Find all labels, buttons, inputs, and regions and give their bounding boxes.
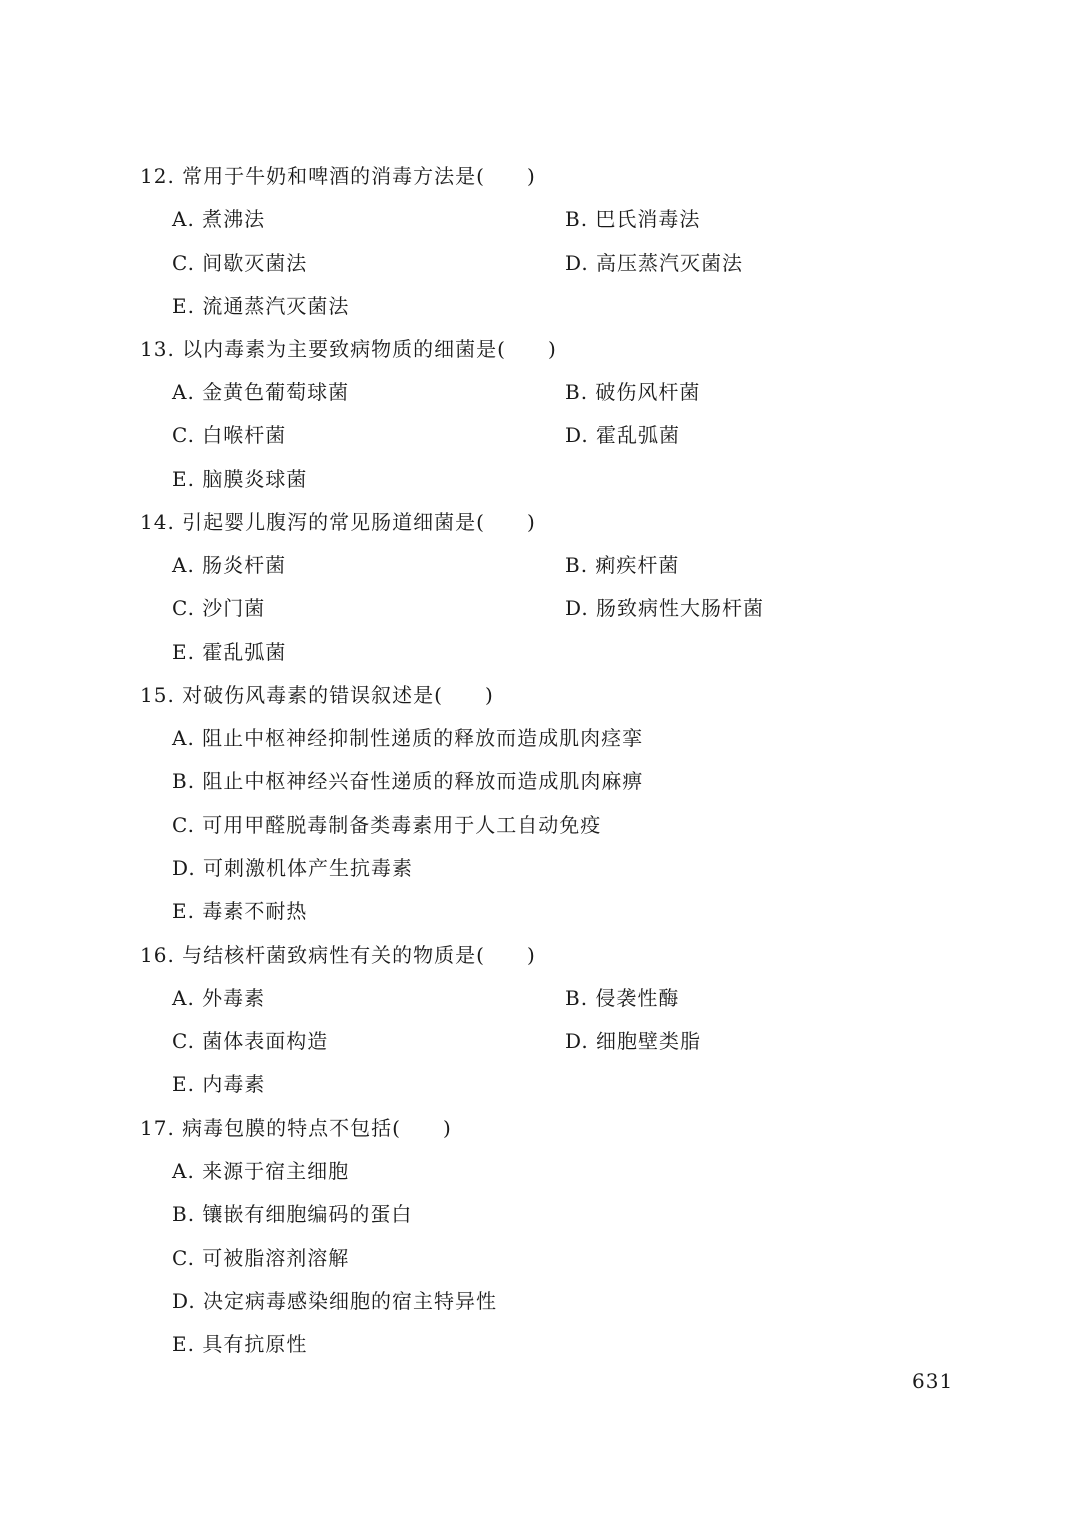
question-16-option-e: E. 内毒素 bbox=[172, 1072, 266, 1096]
question-15-option-e: E. 毒素不耐热 bbox=[172, 899, 308, 923]
question-13-option-d: D. 霍乱弧菌 bbox=[565, 423, 681, 447]
question-13-option-c: C. 白喉杆菌 bbox=[172, 423, 287, 447]
question-17-option-d: D. 决定病毒感染细胞的宿主特异性 bbox=[172, 1289, 498, 1313]
question-17-option-b: B. 镶嵌有细胞编码的蛋白 bbox=[172, 1202, 413, 1226]
question-12-option-a: A. 煮沸法 bbox=[172, 207, 266, 231]
question-17-option-a: A. 来源于宿主细胞 bbox=[172, 1159, 350, 1183]
question-16-option-a: A. 外毒素 bbox=[172, 986, 266, 1010]
question-14-option-e: E. 霍乱弧菌 bbox=[172, 640, 287, 664]
question-13-option-e: E. 脑膜炎球菌 bbox=[172, 467, 308, 491]
page-number: 631 bbox=[912, 1369, 954, 1393]
question-13-stem: 13. 以内毒素为主要致病物质的细菌是( ) bbox=[140, 337, 557, 361]
question-14-option-b: B. 痢疾杆菌 bbox=[565, 553, 680, 577]
question-13-option-a: A. 金黄色葡萄球菌 bbox=[172, 380, 350, 404]
question-13-option-b: B. 破伤风杆菌 bbox=[565, 380, 701, 404]
question-15-option-a: A. 阻止中枢神经抑制性递质的释放而造成肌肉痉挛 bbox=[172, 726, 644, 750]
question-15-stem: 15. 对破伤风毒素的错误叙述是( ) bbox=[140, 683, 494, 707]
question-16-option-c: C. 菌体表面构造 bbox=[172, 1029, 329, 1053]
question-12-option-b: B. 巴氏消毒法 bbox=[565, 207, 701, 231]
question-15-option-b: B. 阻止中枢神经兴奋性递质的释放而造成肌肉麻痹 bbox=[172, 769, 644, 793]
question-12-option-e: E. 流通蒸汽灭菌法 bbox=[172, 294, 350, 318]
question-12-option-d: D. 高压蒸汽灭菌法 bbox=[565, 251, 744, 275]
question-16-stem: 16. 与结核杆菌致病性有关的物质是( ) bbox=[140, 943, 536, 967]
question-14-option-d: D. 肠致病性大肠杆菌 bbox=[565, 596, 765, 620]
question-15-option-d: D. 可刺激机体产生抗毒素 bbox=[172, 856, 414, 880]
question-12-option-c: C. 间歇灭菌法 bbox=[172, 251, 308, 275]
question-17-stem: 17. 病毒包膜的特点不包括( ) bbox=[140, 1116, 452, 1140]
question-16-option-d: D. 细胞壁类脂 bbox=[565, 1029, 702, 1053]
question-14-option-a: A. 肠炎杆菌 bbox=[172, 553, 287, 577]
question-15-option-c: C. 可用甲醛脱毒制备类毒素用于人工自动免疫 bbox=[172, 813, 602, 837]
question-12-stem: 12. 常用于牛奶和啤酒的消毒方法是( ) bbox=[140, 164, 536, 188]
question-14-stem: 14. 引起婴儿腹泻的常见肠道细菌是( ) bbox=[140, 510, 536, 534]
question-16-option-b: B. 侵袭性酶 bbox=[565, 986, 680, 1010]
question-17-option-e: E. 具有抗原性 bbox=[172, 1332, 308, 1356]
question-17-option-c: C. 可被脂溶剂溶解 bbox=[172, 1246, 350, 1270]
question-14-option-c: C. 沙门菌 bbox=[172, 596, 266, 620]
